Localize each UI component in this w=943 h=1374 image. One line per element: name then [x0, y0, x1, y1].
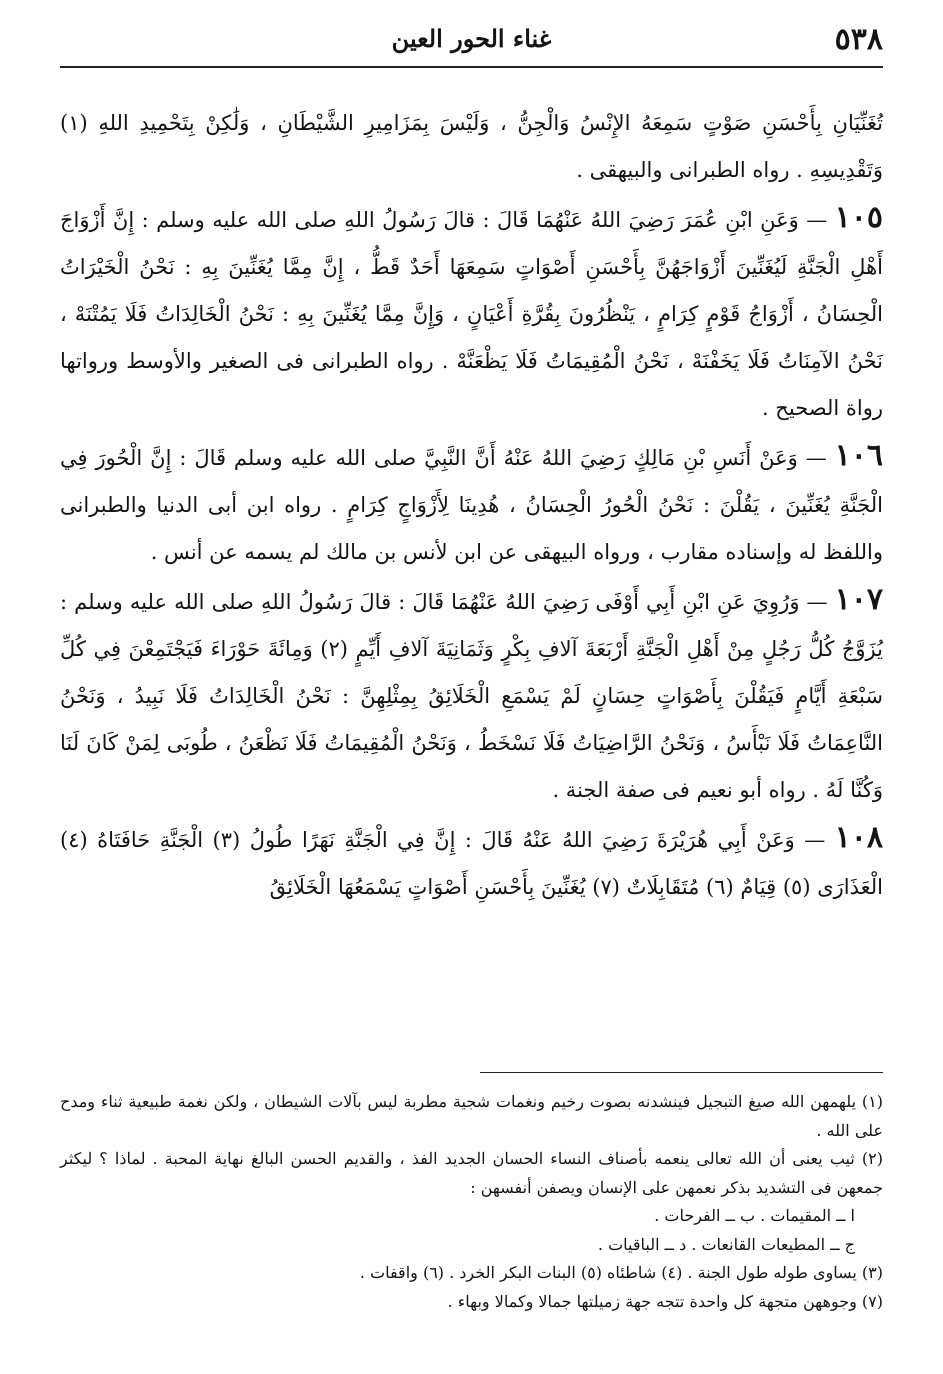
hadith-number: ١٠٥ — [834, 200, 883, 235]
hadith-text: — وَرُوِيَ عَنِ ابْنِ أَبِي أَوْفَى رَضِيَ اللهُ عَنْهُمَا قَالَ : قالَ رَسُولُ اللهِ صلى الله عليه وسلم : يُزَوَّجُ كُلُّ رَجُلٍ مِنْ أَهْلِ الْجَنَّةِ أَرْبَعَةَ آلافِ بِكْرٍ وَثَمَانِيَةَ آلافِ أَيِّمٍ (٢) وَمِائَةَ حَوْرَاءَ فَيَجْتَمِعْنَ فِي كُلِّ سَبْعَةِ أَيَّامٍ فَيَقُلْنَ بِأَصْوَاتٍ حِسَانٍ لَمْ يَسْمَعِ الْخَلَائِقُ بِمِثْلِهِنَّ : نَحْنُ الْخَالِدَاتُ فَلَا نَبِيدُ ، وَنَحْنُ النَّاعِمَاتُ فَلَا نَبْأَسُ ، وَنَحْنُ الرَّاضِيَاتُ فَلَا نَسْخَطُ ، وَنَحْنُ الْمُقِيمَاتُ فَلَا نَظْعَنُ ، طُوبَى لِمَنْ كَانَ لَنَا وَكُنَّا لَهُ . رواه أبو نعيم فى صفة الجنة . — [60, 590, 883, 802]
hadith-number: ١٠٨ — [834, 820, 884, 855]
footnote-1: (١) يلهمهن الله صيغ التبجيل فينشدنه بصوت رخيم ونغمات شجية مطربة ليس بآلات الشيطان ، ولكن نغمة طبيعية ثناء ومدح على الله . — [60, 1092, 883, 1140]
hadith-text: — وَعَنْ أَبِي هُرَيْرَةَ رَضِيَ اللهُ عَنْهُ قَالَ : إِنَّ فِي الْجَنَّةِ نَهَرًا طُولُ (٣) الْجَنَّةِ حَافَتَاهُ (٤) الْعَذَارَى (٥) قِيَامٌ (٦) مُتَقَابِلَاتٌ (٧) يُغَنِّينَ بِأَحْسَنِ أَصْوَاتٍ يَسْمَعُهَا الْخَلَائِقُ — [60, 828, 883, 899]
main-text — [60, 100, 883, 911]
footnote-7: (٧) وجوههن متجهة كل واحدة تتجه جهة زميلتها جمالا وكمالا وبهاء . — [447, 1291, 883, 1311]
footnotes-3-6: (٣) يساوى طوله طول الجنة . (٤) شاطئاه (٥) البنات البكر الخرد . (٦) واقفات . — [359, 1263, 883, 1282]
hadith-105 — [60, 194, 883, 432]
hadith-text: — وَعَنِ ابْنِ عُمَرَ رَضِيَ اللهُ عَنْهُمَا قَالَ : قالَ رَسُولُ اللهِ صلى الله عليه وسلم : إِنَّ أَزْوَاجَ أَهْلِ الْجَنَّةِ لَيُغَنِّينَ أَزْوَاجَهُنَّ بِأَحْسَنِ أَصْوَاتٍ سَمِعَهَا أَحَدٌ قَطُّ ، إِنَّ مِمَّا يُغَنِّينَ بِهِ : نَحْنُ الْخَيْرَاتُ الْحِسَانُ ، أَزْوَاجُ قَوْمٍ كِرَامٍ ، يَنْظُرُونَ بِقُرَّةِ أَعْيَانٍ ، وَإِنَّ مِمَّا يُغَنِّينَ بِهِ : نَحْنُ الْخَالِدَاتُ فَلَا يَمُتْنَهْ ، نَحْنُ الآمِنَاتُ فَلَا يَخَفْنَهْ ، نَحْنُ الْمُقِيمَاتُ فَلَا يَظْعَنَّهْ . رواه الطبرانى فى الصغير والأوسط ورواتها رواة الصحيح . — [60, 208, 883, 420]
hadith-number: ١٠٦ — [834, 438, 883, 473]
page-number: ٥٣٨ — [834, 22, 883, 57]
footnote-2: (٢) ثيب يعنى أن الله تعالى ينعمه بأصناف النساء الحسان الجديد الفذ ، والقديم الحسن البالغ نهاية المحبة . لماذا ؟ ليكثر جمعهن فى التشديد بذكر نعمهن على الإنسان ويصفن أنفسهن : — [60, 1149, 883, 1197]
page-header — [60, 18, 883, 62]
hadith-number: ١٠٧ — [834, 582, 883, 617]
hadith-106 — [60, 432, 883, 576]
footnotes — [60, 1088, 883, 1316]
footnote-rule — [480, 1072, 883, 1073]
footnote-2-list-b: ج ــ المطيعات القانعات . د ــ الباقيات . — [597, 1234, 855, 1254]
footnote-2-list-a: ا ــ المقيمات . ب ــ الفرحات . — [654, 1206, 855, 1225]
hadith-107 — [60, 576, 883, 814]
continued-paragraph: تُغَنِّيَانِ بِأَحْسَنِ صَوْتٍ سَمِعَهُ الإِنْسُ وَالْجِنُّ ، وَلَيْسَ بِمَزَامِيرِ الشَّيْطَانِ ، وَلَٰكِنْ بِتَحْمِيدِ اللهِ (١) وَتَقْدِيسِهِ . رواه الطبرانى والبيهقى . — [60, 111, 883, 182]
running-title: غناء الحور العين — [391, 24, 552, 53]
header-rule — [60, 66, 883, 68]
hadith-108 — [60, 814, 883, 911]
hadith-text: — وَعَنْ أَنَسِ بْنِ مَالِكٍ رَضِيَ اللهُ عَنْهُ أَنَّ النَّبِيَّ صلى الله عليه وسلم قَالَ : إِنَّ الْحُورَ فِي الْجَنَّةِ يُغَنِّينَ ، يَقُلْنَ : نَحْنُ الْحُورُ الْحِسَانُ ، هُدِينَا لِأَزْوَاجٍ كِرَامٍ . رواه ابن أبى الدنيا والطبرانى واللفظ له وإسناده مقارب ، ورواه البيهقى عن ابن لأنس بن مالك لم يسمه عن أنس . — [60, 446, 883, 564]
